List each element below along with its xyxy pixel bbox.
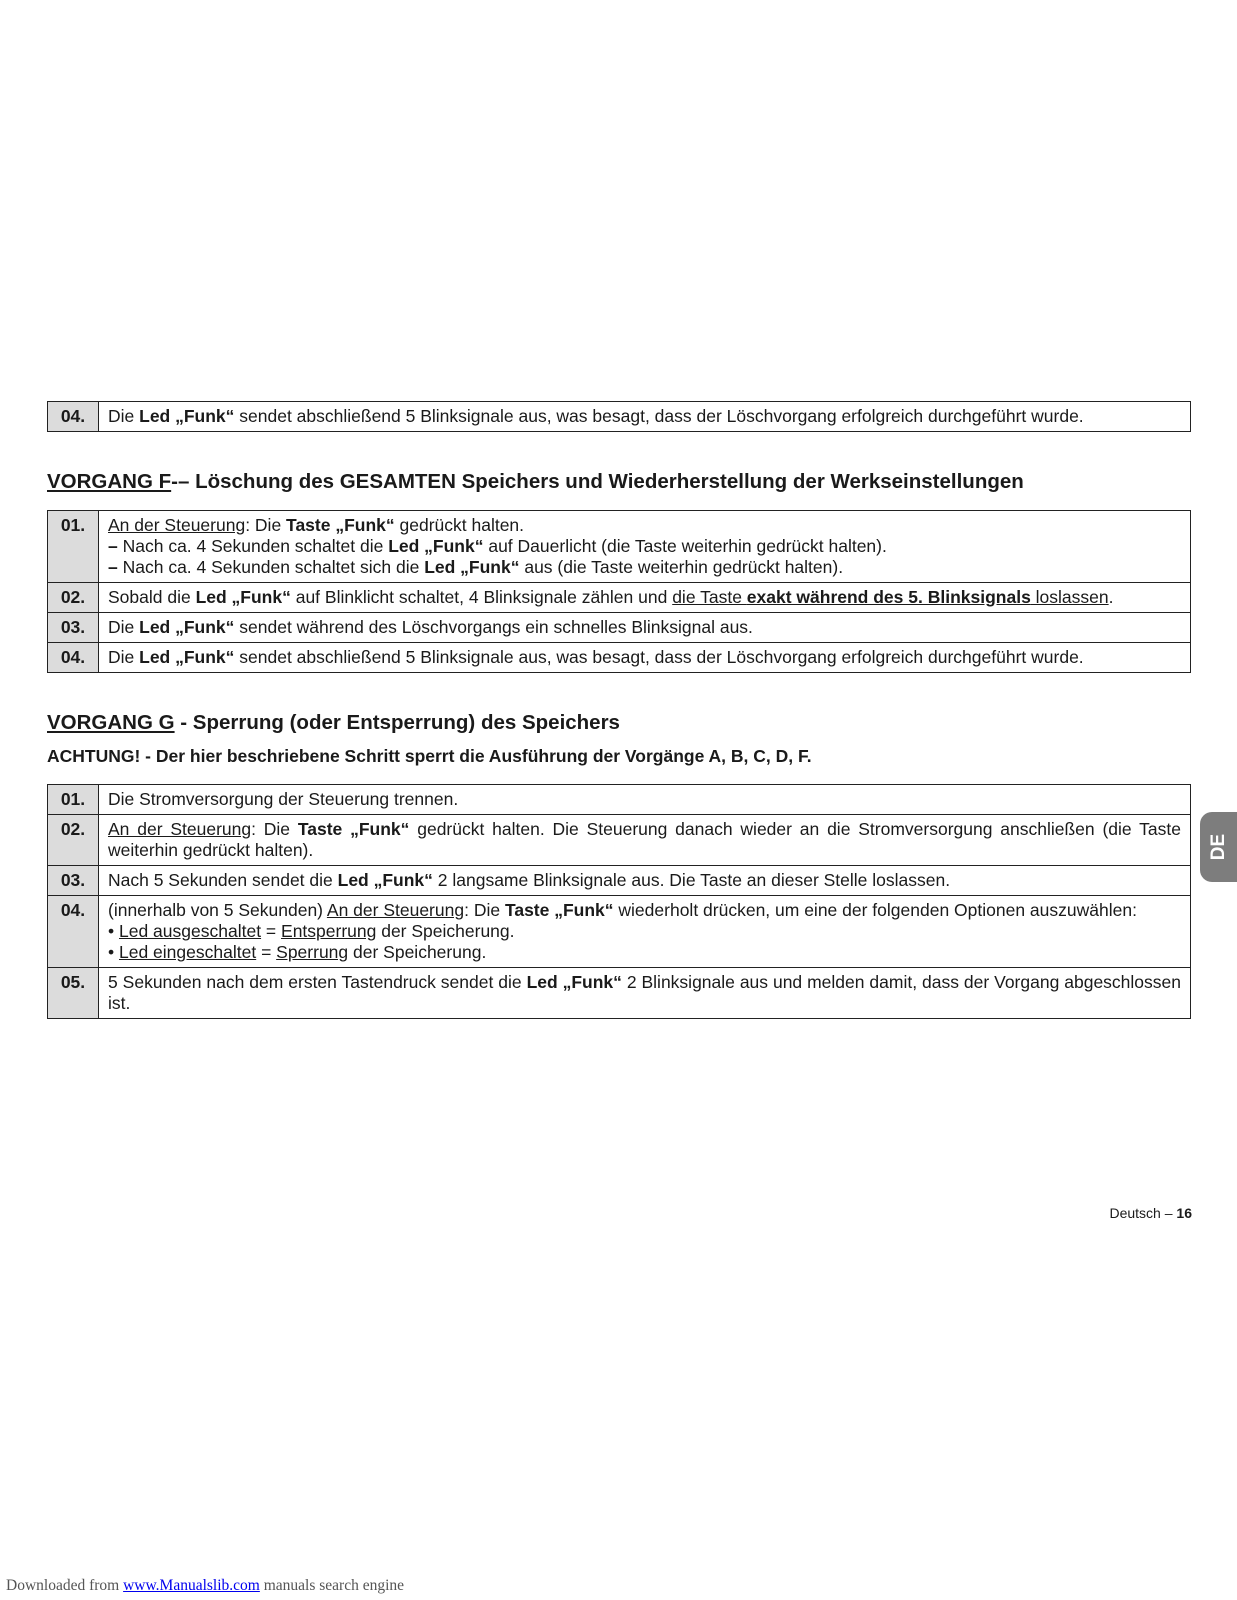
text-run: Entsperrung <box>281 921 377 941</box>
text-run: = <box>261 921 282 941</box>
step-text <box>99 896 1191 968</box>
step-row <box>48 643 1191 673</box>
text-run: 2 langsame Blinksignale aus. Die Taste an dieser Stelle loslassen. <box>432 870 951 890</box>
step-number: 02. <box>48 583 99 613</box>
text-run: 2 Blinksignale aus und melden damit, dass der Vorgang abgeschlossen ist. <box>108 972 1181 1013</box>
step-line <box>108 557 1181 578</box>
step-row <box>48 583 1191 613</box>
language-tab <box>1200 812 1237 882</box>
text-run: exakt während des 5. Blinksignals <box>746 587 1031 607</box>
step-row <box>48 968 1191 1019</box>
step-number: 04. <box>48 643 99 673</box>
procedure-g-warning: ACHTUNG! - Der hier beschriebene Schritt sperrt die Ausführung der Vorgänge A, B, C, D, F. <box>47 746 812 766</box>
procedure-f-heading <box>47 470 1024 494</box>
text-run: Nach 5 Sekunden sendet die <box>108 870 338 890</box>
procedure-g-rows <box>48 785 1191 1019</box>
text-run: Sperrung <box>276 942 349 962</box>
text-run: An der Steuerung <box>108 819 252 839</box>
step-number: 04. <box>48 402 99 432</box>
text-run: aus (die Taste weiterhin gedrückt halten). <box>519 557 844 577</box>
procedure-g-table <box>47 784 1191 1019</box>
text-run: wiederholt drücken, um eine der folgenden Optionen auszuwählen: <box>613 900 1137 920</box>
step-line <box>108 587 1181 608</box>
text-run: Sobald die <box>108 587 196 607</box>
step-line <box>108 617 1181 638</box>
step-text <box>99 583 1191 613</box>
step-text <box>99 511 1191 583</box>
manualslib-link[interactable]: www.Manualslib.com <box>123 1577 260 1594</box>
step-text <box>99 402 1191 432</box>
step-row <box>48 896 1191 968</box>
download-note-prefix: Downloaded from <box>6 1577 124 1594</box>
step-line <box>108 406 1181 427</box>
text-run: : Die <box>251 819 298 839</box>
text-run: = <box>256 942 277 962</box>
procedure-e-rows <box>48 402 1191 432</box>
step-row <box>48 866 1191 896</box>
step-number: 04. <box>48 896 99 968</box>
step-text <box>99 613 1191 643</box>
text-run: : Die <box>245 515 287 535</box>
step-row <box>48 815 1191 866</box>
text-run: Led „Funk“ <box>139 406 235 426</box>
text-run: Die <box>108 406 140 426</box>
text-run: • <box>108 942 119 962</box>
text-run: An der Steuerung <box>108 515 246 535</box>
step-number: 02. <box>48 815 99 866</box>
step-text <box>99 815 1191 866</box>
step-number: 01. <box>48 511 99 583</box>
text-run: Led „Funk“ <box>337 870 433 890</box>
step-text <box>99 785 1191 815</box>
step-line <box>108 921 1181 942</box>
step-row <box>48 511 1191 583</box>
step-line <box>108 900 1181 921</box>
text-run: Led „Funk“ <box>195 587 291 607</box>
procedure-f-table <box>47 510 1191 673</box>
text-run: – <box>108 536 123 556</box>
text-run: Led „Funk“ <box>526 972 622 992</box>
text-run: sendet abschließend 5 Blinksignale aus, was besagt, dass der Löschvorgang erfolgreich durchgeführt wurde. <box>234 406 1084 426</box>
text-run: Taste „Funk“ <box>504 900 614 920</box>
text-run: der Speicherung. <box>348 942 487 962</box>
procedure-g-heading-title: - Sperrung (oder Entsperrung) des Speichers <box>174 711 620 734</box>
step-line <box>108 536 1181 557</box>
page-footer <box>1109 1205 1192 1221</box>
text-run: : Die <box>464 900 505 920</box>
text-run: Taste „Funk“ <box>297 819 410 839</box>
text-run: Led eingeschaltet <box>119 942 257 962</box>
text-run: Led ausgeschaltet <box>119 921 262 941</box>
text-run: Led „Funk“ <box>388 536 484 556</box>
step-number: 05. <box>48 968 99 1019</box>
step-line <box>108 819 1181 861</box>
text-run: Led „Funk“ <box>139 617 235 637</box>
step-line <box>108 972 1181 1014</box>
text-run: gedrückt halten. Die Steuerung danach wieder an die Stromversorgung anschließen (die Taste weiterhin gedrückt halten). <box>108 819 1181 860</box>
text-run: loslassen <box>1030 587 1109 607</box>
text-run: (innerhalb von 5 Sekunden) <box>108 900 327 920</box>
step-line <box>108 515 1181 536</box>
text-run: Die Stromversorgung der Steuerung trennen. <box>108 789 459 809</box>
step-number: 03. <box>48 613 99 643</box>
procedure-f-heading-title: -– Löschung des GESAMTEN Speichers und Wiederherstellung der Werkseinstellungen <box>171 470 1024 493</box>
step-line <box>108 647 1181 668</box>
step-number: 01. <box>48 785 99 815</box>
text-run: Taste „Funk“ <box>286 515 395 535</box>
text-run: Led „Funk“ <box>424 557 520 577</box>
footer-language: Deutsch – <box>1109 1205 1173 1221</box>
text-run: sendet während des Löschvorgangs ein schnelles Blinksignal aus. <box>234 617 753 637</box>
text-run: gedrückt halten. <box>394 515 525 535</box>
download-note <box>6 1577 404 1595</box>
text-run: An der Steuerung <box>326 900 465 920</box>
download-note-suffix: manuals search engine <box>259 1577 405 1594</box>
procedure-e-table <box>47 401 1191 432</box>
step-number: 03. <box>48 866 99 896</box>
text-run: auf Dauerlicht (die Taste weiterhin gedrückt halten). <box>483 536 887 556</box>
text-run: Die <box>108 647 140 667</box>
text-run: Nach ca. 4 Sekunden schaltet die <box>122 536 389 556</box>
text-run: . <box>1108 587 1114 607</box>
step-text <box>99 866 1191 896</box>
step-row <box>48 613 1191 643</box>
text-run: Nach ca. 4 Sekunden schaltet sich die <box>122 557 425 577</box>
text-run: Led „Funk“ <box>139 647 235 667</box>
text-run: 5 Sekunden nach dem ersten Tastendruck sendet die <box>108 972 527 992</box>
step-text <box>99 968 1191 1019</box>
text-run: auf Blinklicht schaltet, 4 Blinksignale zählen und <box>290 587 673 607</box>
step-line <box>108 942 1181 963</box>
text-run: – <box>108 557 123 577</box>
text-run: der Speicherung. <box>376 921 515 941</box>
procedure-f-heading-label: VORGANG F <box>47 470 172 493</box>
page-number: 16 <box>1176 1205 1192 1221</box>
step-text <box>99 643 1191 673</box>
language-tab-label: DE <box>1207 833 1229 861</box>
step-row <box>48 402 1191 432</box>
text-run: • <box>108 921 119 941</box>
text-run: die Taste <box>672 587 747 607</box>
step-row <box>48 785 1191 815</box>
step-line <box>108 789 1181 810</box>
text-run: sendet abschließend 5 Blinksignale aus, was besagt, dass der Löschvorgang erfolgreich durchgeführt wurde. <box>234 647 1084 667</box>
step-line <box>108 870 1181 891</box>
text-run: Die <box>108 617 140 637</box>
procedure-g-heading-label: VORGANG G <box>47 711 175 734</box>
procedure-g-heading <box>47 711 620 735</box>
procedure-f-rows <box>48 511 1191 673</box>
